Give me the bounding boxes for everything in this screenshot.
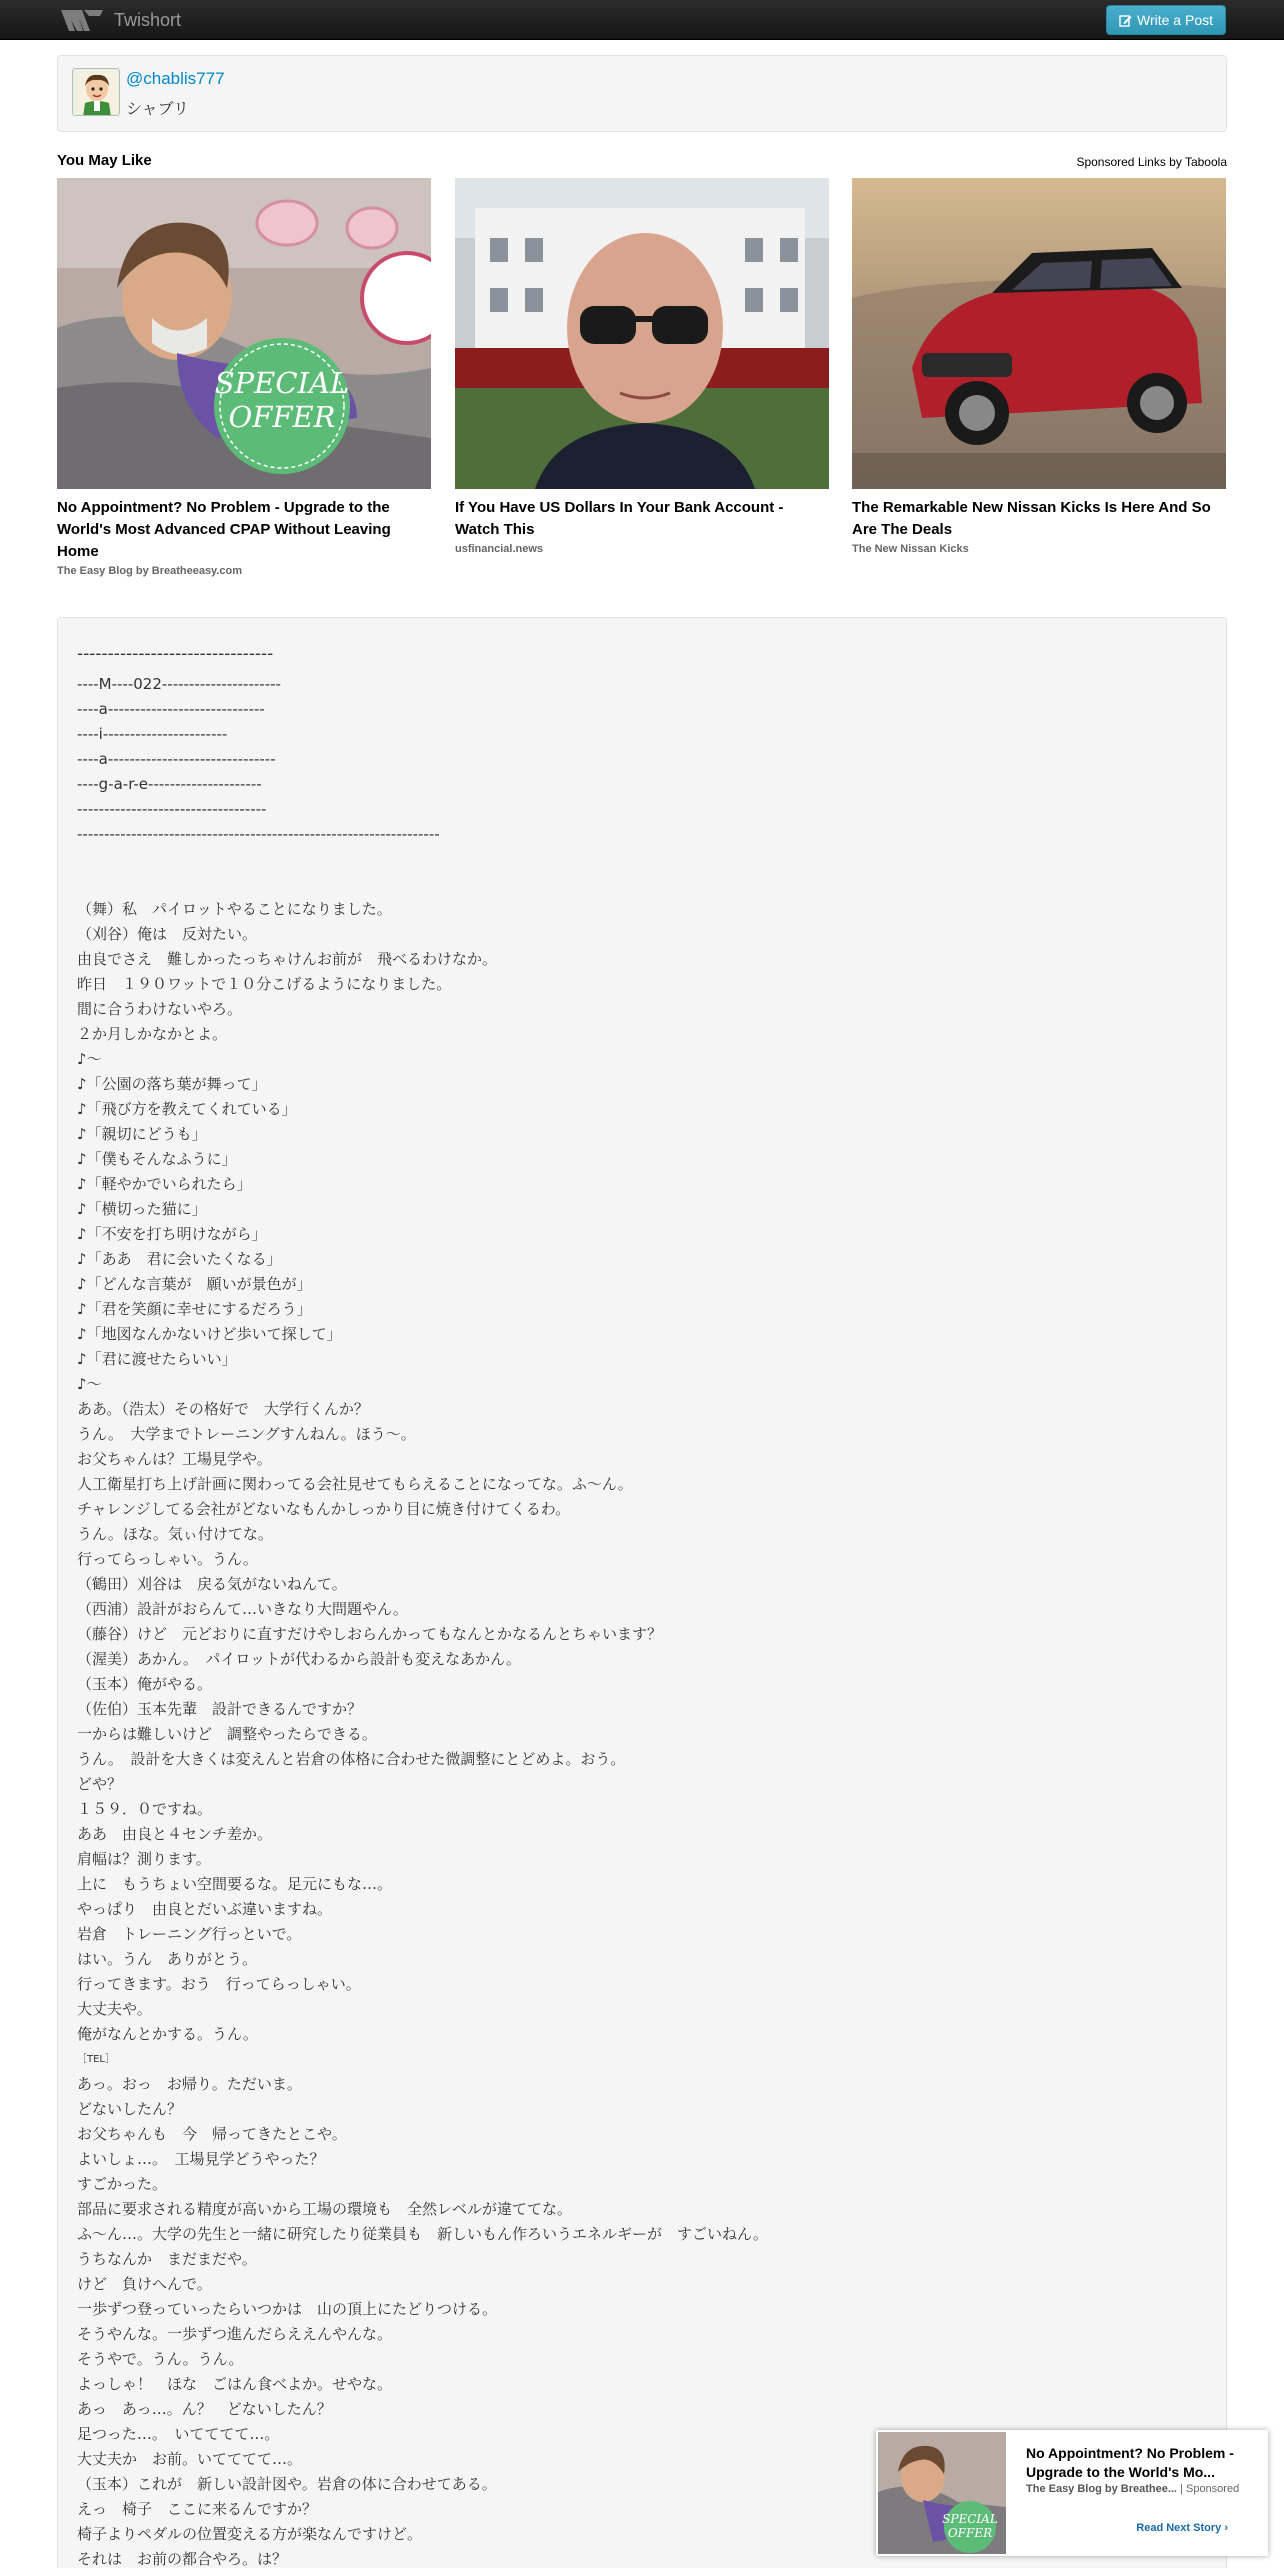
post-line: あっ。おっ お帰り。ただいま。 <box>77 2075 302 2093</box>
widget-separator: | <box>1177 2483 1186 2495</box>
post-line: うん。ほな。気ぃ付けてな。 <box>77 1525 273 1543</box>
post-line: ♪「地図なんかないけど歩いて探して」 <box>77 1325 342 1343</box>
post-line: 人工衛星打ち上げ計画に関わってる会社見せてもらえることになってな。ふ～ん。 <box>77 1475 633 1493</box>
read-next-label: Read Next Story <box>1136 2522 1222 2534</box>
post-line: -------------------------------- <box>77 644 274 664</box>
recommendations-title: You May Like <box>57 152 152 169</box>
widget-source <box>1026 2483 1239 2495</box>
post-line: どないしたん？ <box>77 2100 183 2118</box>
post-line: ----a----------------------------- <box>77 700 265 718</box>
post-line: ------------------------------------------------------------------- <box>77 825 440 843</box>
avatar-image <box>73 69 120 116</box>
twishort-logo-icon <box>60 7 104 33</box>
post-line: 大丈夫か お前。いてててて…。 <box>77 2450 303 2468</box>
post-line: （玉本）俺がやる。 <box>77 1675 213 1693</box>
post-line: うん。 設計を大きくは変えんと岩倉の体格に合わせた微調整にとどめよ。おう。 <box>77 1750 626 1768</box>
post-line: えっ 椅子 ここに来るんですか？ <box>77 2500 318 2518</box>
post-line: 一からは難しいけど 調整やったらできる。 <box>77 1725 377 1743</box>
usd-ad-image[interactable] <box>455 178 829 489</box>
post-body <box>57 617 1227 2568</box>
post-line: ♪「君に渡せたらいい」 <box>77 1350 237 1368</box>
post-line: １５９．０ですね。 <box>77 1800 213 1818</box>
chevron-right-icon: › <box>1224 2522 1228 2534</box>
post-line: どや？ <box>77 1775 123 1793</box>
post-line: 大丈夫や。 <box>77 2000 152 2018</box>
post-line: 昨日 １９０ワットで１０分こげるようになりました。 <box>77 975 452 993</box>
author-username-link[interactable]: @chablis777 <box>126 69 225 88</box>
recommendation-card-nissan[interactable] <box>852 178 1226 555</box>
post-line: うちなんか まだまだや。 <box>77 2250 257 2268</box>
author-panel <box>57 55 1227 132</box>
post-line: やっぱり 由良とだいぶ違いますね。 <box>77 1900 333 1918</box>
post-line <box>77 847 768 872</box>
special-offer-badge: SPECIAL OFFER <box>214 366 350 434</box>
post-line: 間に合うわけないやろ。 <box>77 1000 243 1018</box>
nissan-ad-image[interactable] <box>852 178 1226 489</box>
post-line: ♪「君を笑顔に幸せにするだろう」 <box>77 1300 312 1318</box>
post-line: （鶴田）刈谷は 戻る気がないねんて。 <box>77 1575 347 1593</box>
post-line: ♪「親切にどうも」 <box>77 1125 207 1143</box>
post-line: ----i----------------------- <box>77 725 228 743</box>
cpap-ad-image[interactable] <box>57 178 431 489</box>
post-line: ♪～ <box>77 1375 102 1393</box>
post-line: （刈谷）俺は 反対たい。 <box>77 925 258 943</box>
post-line <box>77 872 768 897</box>
post-line: （玉本）これが 新しい設計図や。岩倉の体に合わせてある。 <box>77 2475 497 2493</box>
sponsored-links-label[interactable]: Sponsored Links by Taboola <box>1076 155 1227 169</box>
post-line: それは お前の都合やろ。は？ <box>77 2550 288 2568</box>
post-line: 上に もうちょい空間要るな。足元にもな…。 <box>77 1875 393 1893</box>
post-line: ♪～ <box>77 1050 102 1068</box>
post-line: ----M----022---------------------- <box>77 675 281 693</box>
post-text <box>77 638 768 2568</box>
widget-source-name: The Easy Blog by Breathee... <box>1026 2483 1177 2495</box>
recommendation-source: The New Nissan Kicks <box>852 543 969 555</box>
widget-title[interactable]: No Appointment? No Problem - Upgrade to the World's Mo... <box>1026 2445 1234 2480</box>
post-line: 一歩ずつ登っていったらいつかは 山の頂上にたどりつける。 <box>77 2300 498 2318</box>
post-line: 椅子よりペダルの位置変える方が楽なんですけど。 <box>77 2525 423 2543</box>
post-line: ♪「横切った猫に」 <box>77 1200 207 1218</box>
post-line: 行ってきます。おう 行ってらっしゃい。 <box>77 1975 361 1993</box>
post-line: ♪「軽やかでいられたら」 <box>77 1175 252 1193</box>
read-next-story-link[interactable] <box>1136 2522 1228 2534</box>
post-line: けど 負けへんで。 <box>77 2275 212 2293</box>
post-line: 行ってらっしゃい。うん。 <box>77 1550 258 1568</box>
post-line: すごかった。 <box>77 2175 168 2193</box>
recommendation-title[interactable]: If You Have US Dollars In Your Bank Account - Watch This <box>455 499 784 538</box>
recommendation-title[interactable]: No Appointment? No Problem - Upgrade to the World's Most Advanced CPAP Without Leaving Home <box>57 499 391 560</box>
post-line: ［TEL］ <box>77 2054 115 2065</box>
post-line: ♪「どんな言葉が 願いが景色が」 <box>77 1275 312 1293</box>
recommendation-source: The Easy Blog by Breatheeasy.com <box>57 565 243 577</box>
next-story-widget[interactable] <box>876 2430 1268 2556</box>
post-line: （西浦）設計がおらんて…いきなり大問題やん。 <box>77 1600 408 1618</box>
recommendation-card-usd[interactable] <box>455 178 829 555</box>
post-line: （舞）私 パイロットやることになりました。 <box>77 900 392 918</box>
write-post-button[interactable] <box>1106 5 1226 35</box>
post-line: 肩幅は？測ります。 <box>77 1850 211 1868</box>
widget-sponsored-label: Sponsored <box>1185 2483 1240 2495</box>
post-line: （渥美）あかん。 パイロットが代わるから設計も変えなあかん。 <box>77 1650 522 1668</box>
post-line: 俺がなんとかする。うん。 <box>77 2025 258 2043</box>
brand-link[interactable] <box>60 6 181 34</box>
brand-name: Twishort <box>114 9 182 30</box>
post-line: そうやで。うん。うん。 <box>77 2350 244 2368</box>
post-line: ----------------------------------- <box>77 800 267 818</box>
recommendation-title[interactable]: The Remarkable New Nissan Kicks Is Here And So Are The Deals <box>852 499 1211 538</box>
post-line: ♪「ああ 君に会いたくなる」 <box>77 1250 282 1268</box>
post-line: ♪「飛び方を教えてくれている」 <box>77 1100 297 1118</box>
post-line: はい。うん ありがとう。 <box>77 1950 258 1968</box>
post-line: ああ。（浩太）その格好で 大学行くんか？ <box>77 1400 369 1418</box>
post-line: 部品に要求される精度が高いから工場の環境も 全然レベルが違ててな。 <box>77 2200 573 2218</box>
write-post-label: Write a Post <box>1137 12 1213 28</box>
post-line: （佐伯）玉本先輩 設計できるんですか？ <box>77 1700 363 1718</box>
post-line: よっしゃ！ ほな ごはん食べよか。せやな。 <box>77 2375 393 2393</box>
post-line: お父ちゃんは？工場見学や。 <box>77 1450 272 1468</box>
recommendation-source: usfinancial.news <box>455 543 544 555</box>
edit-icon <box>1119 14 1132 27</box>
post-line: （藤谷）けど 元どおりに直すだけやしおらんかってもなんとかなるんとちゃいます？ <box>77 1625 663 1643</box>
post-line: チャレンジしてる会社がどないなもんかしっかり目に焼き付けてくるわ。 <box>77 1500 571 1518</box>
widget-special-offer-badge: SPECIAL OFFER <box>942 2512 998 2540</box>
post-line: うん。 大学までトレーニングすんねん。ほう～。 <box>77 1425 416 1443</box>
post-line: ♪「公園の落ち葉が舞って」 <box>77 1075 267 1093</box>
post-line: ----g-a-r-e--------------------- <box>77 775 262 793</box>
post-line: ♪「僕もそんなふうに」 <box>77 1150 237 1168</box>
post-line: あっ あっ…。ん？ どないしたん？ <box>77 2400 332 2418</box>
post-line: ♪「不安を打ち明けながら」 <box>77 1225 267 1243</box>
post-line: ２か月しかなかとよ。 <box>77 1025 228 1043</box>
post-line: 由良でさえ 難しかったっちゃけんお前が 飛べるわけなか。 <box>77 950 498 968</box>
post-line: ああ 由良と４センチ差か。 <box>77 1825 273 1843</box>
post-line: 足つった…。 いてててて…。 <box>77 2425 280 2443</box>
post-line: 岩倉 トレーニング行っといで。 <box>77 1925 302 1943</box>
top-navbar <box>0 0 1284 40</box>
post-line: よいしょ…。 工場見学どうやった？ <box>77 2150 325 2168</box>
post-line: ふ～ん…。大学の先生と一緒に研究したり従業員も 新しいもん作ろいうエネルギーが すごいねん。 <box>77 2225 768 2243</box>
post-line: ----a------------------------------- <box>77 750 276 768</box>
avatar[interactable] <box>72 68 120 116</box>
author-display-name: シャブリ <box>126 99 190 118</box>
post-line: そうやんな。一歩ずつ進んだらええんやんな。 <box>77 2325 393 2343</box>
post-line: お父ちゃんも 今 帰ってきたとこや。 <box>77 2125 347 2143</box>
